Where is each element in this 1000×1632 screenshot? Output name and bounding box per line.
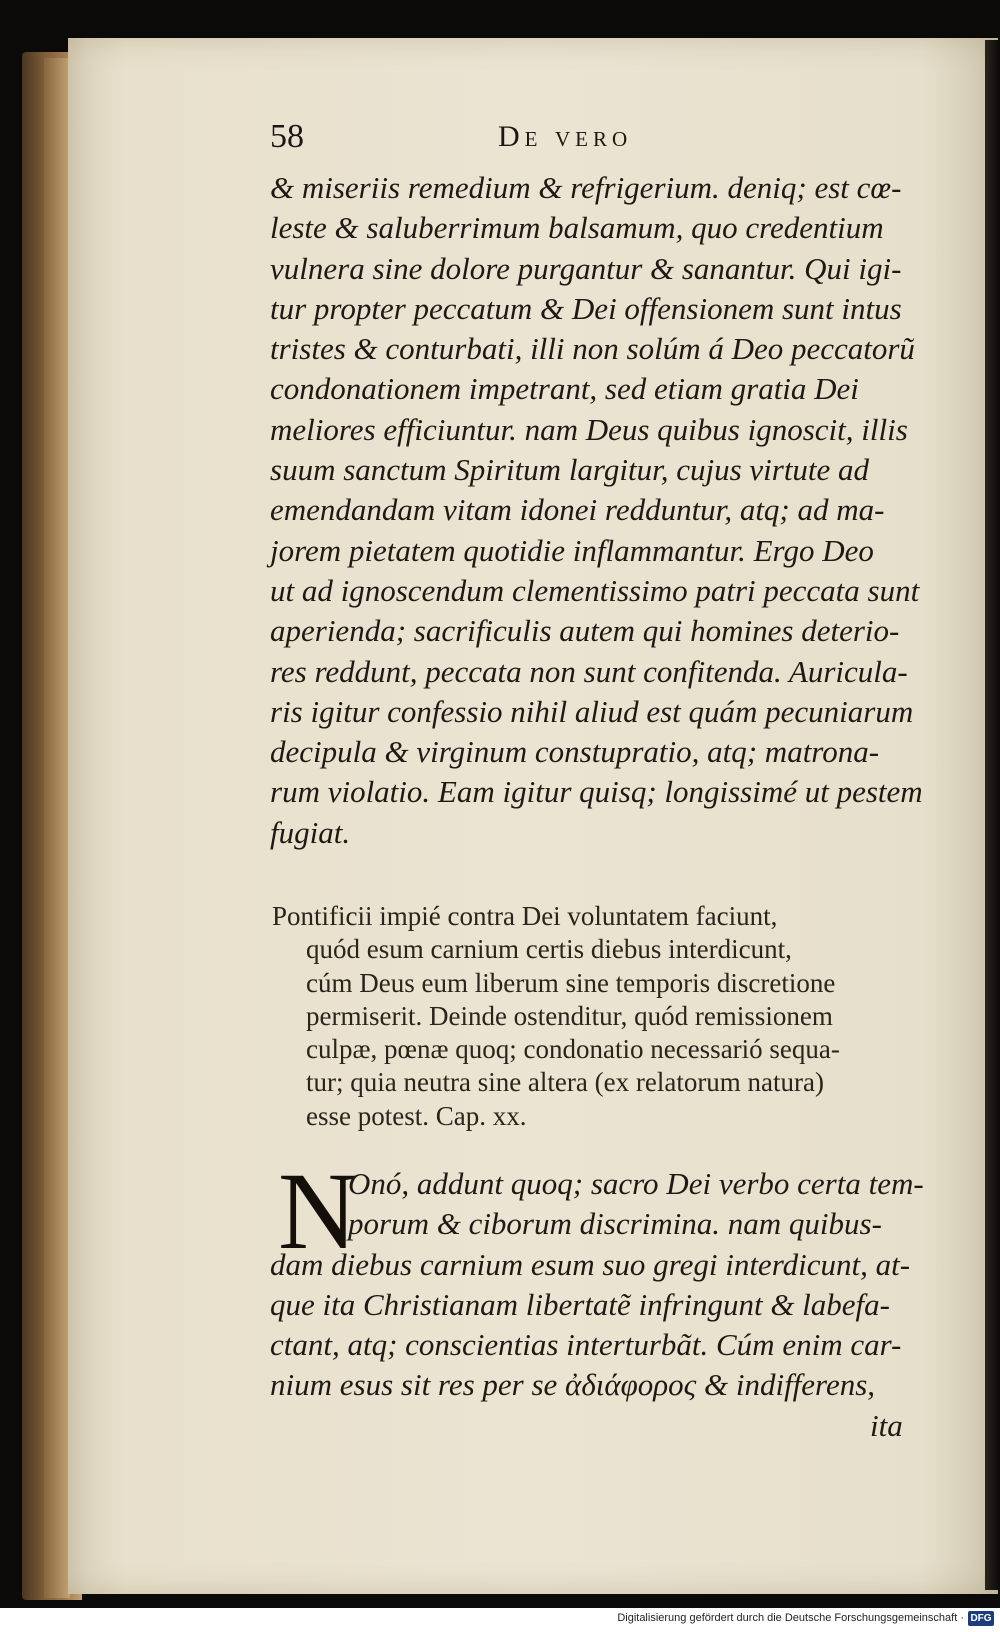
heading-line: permiserit. Deinde ostenditur, quód remissionem	[306, 1000, 833, 1031]
dfg-logo: DFG	[968, 1611, 994, 1626]
text-line: Onó, addunt quoq; sacro Dei verbo certa tem-	[348, 1166, 924, 1201]
heading-line: Pontificii impié contra Dei voluntatem faciunt,	[272, 901, 778, 931]
text-line: dam diebus carnium esum suo gregi interdicunt, at-	[270, 1246, 911, 1282]
text-line: rum violatio. Eam igitur quisq; longissimé ut pestem	[270, 774, 923, 810]
heading-line: tur; quia neutra sine altera (ex relatorum natura)	[306, 1067, 825, 1098]
chapter-heading	[272, 900, 922, 1133]
text-line: nium esus sit res per se ἀδιάφορος & indifferens,	[270, 1367, 876, 1403]
text-line: decipula & virginum constupratio, atq; matrona-	[270, 734, 880, 770]
text-line: porum & ciborum discrimina. nam quibus-	[348, 1206, 882, 1242]
text-line: & miseriis remedium & refrigerium. deniq; est cœ-	[270, 170, 902, 205]
text-line: condonationem impetrant, sed etiam gratia Dei	[270, 371, 859, 407]
text-line: ut ad ignoscendum clementissimo patri peccata sunt	[270, 572, 920, 608]
running-title: De vero	[498, 120, 633, 153]
text-line: que ita Christianam libertatẽ infringunt & labefa-	[270, 1286, 890, 1322]
body-text-2	[270, 1164, 930, 1406]
text-line: emendandam vitam idonei redduntur, atq; ad ma-	[270, 492, 885, 528]
heading-line: culpæ, pœnæ quoq; condonatio necessarió sequa-	[306, 1034, 840, 1065]
text-line: ctant, atq; conscientias interturbãt. Cúm enim car-	[270, 1327, 902, 1363]
text-line: aperienda; sacrificulis autem qui homines deterio-	[270, 613, 900, 649]
text-line: vulnera sine dolore purgantur & sanantur. Qui igi-	[270, 250, 902, 286]
heading-line: esse potest. Cap. xx.	[306, 1100, 527, 1131]
text-line: res reddunt, peccata non sunt confitenda. Auricula-	[270, 653, 908, 689]
text-line: tristes & conturbati, illi non solúm á Deo peccatorũ	[270, 331, 915, 367]
catchword: ita	[870, 1408, 903, 1443]
funding-note: Digitalisierung gefördert durch die Deutsche Forschungsgemeinschaft ·	[617, 1612, 964, 1624]
text-line: suum sanctum Spiritum largitur, cujus virtute ad	[270, 452, 870, 488]
text-line: meliores efficiuntur. nam Deus quibus ignoscit, illis	[270, 411, 908, 447]
heading-line: quód esum carnium certis diebus interdicunt,	[306, 934, 792, 965]
text-line: leste & saluberrimum balsamum, quo credentium	[270, 210, 884, 246]
text-line: ris igitur confessio nihil aliud est quám pecuniarum	[270, 693, 914, 729]
heading-line: cúm Deus eum liberum sine temporis discretione	[306, 967, 836, 998]
book-page-stack	[44, 58, 70, 1598]
running-head	[270, 118, 910, 168]
page-number: 58	[270, 118, 304, 155]
text-line: tur propter peccatum & Dei offensionem sunt intus	[270, 290, 902, 326]
text-line: fugiat.	[270, 814, 351, 850]
body-text-1	[270, 168, 930, 853]
page-gutter-shadow	[985, 40, 1000, 1590]
drop-cap: N	[278, 1150, 358, 1272]
text-line: jorem pietatem quotidie inflammantur. Ergo Deo	[270, 532, 874, 568]
